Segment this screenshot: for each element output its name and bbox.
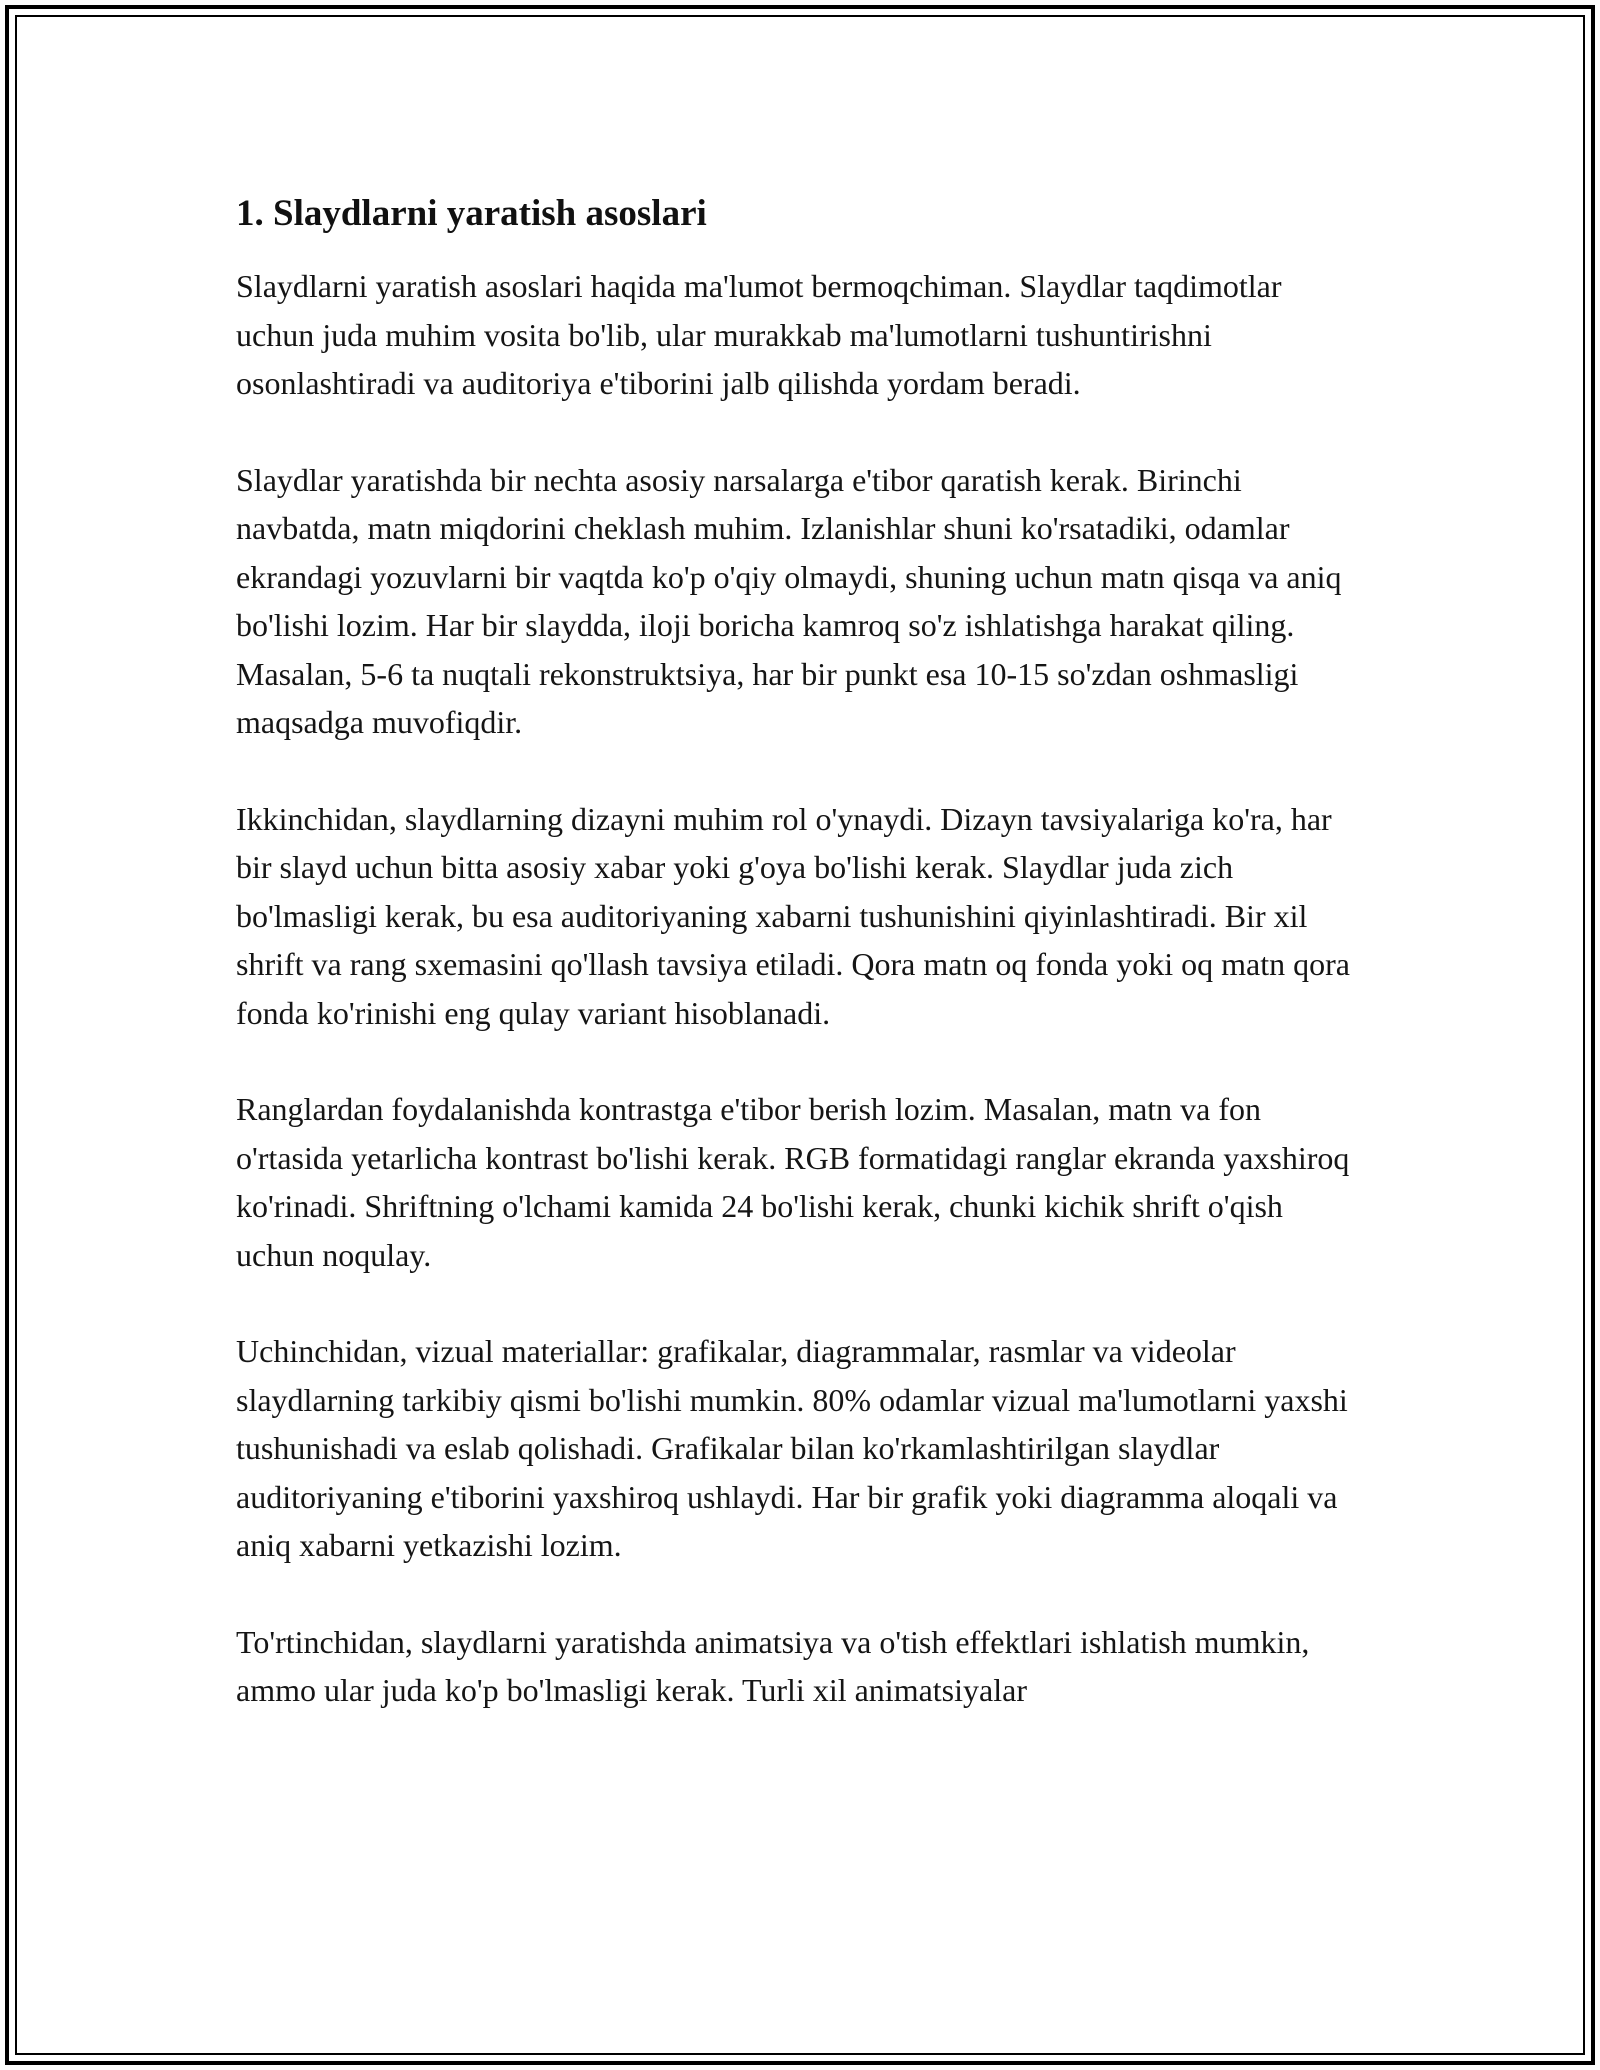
document-body <box>236 186 1366 1763</box>
paragraph-4: Ranglardan foydalanishda kontrastga e'tibor berish lozim. Masalan, matn va fon o'rtasida yetarlicha kontrast bo'lishi kerak. RGB formatidagi ranglar ekranda yaxshiroq ko'rinadi. Shriftning o'lchami kamida 24 bo'lishi kerak, chunki kichik shrift o'qish uchun noqulay. <box>236 1091 1350 1273</box>
paragraph-3: Ikkinchidan, slaydlarning dizayni muhim rol o'ynaydi. Dizayn tavsiyalariga ko'ra, har bir slayd uchun bitta asosiy xabar yoki g'oya bo'lishi kerak. Slaydlar juda zich bo'lmasligi kerak, bu esa auditoriyaning xabarni tushunishini qiyinlashtiradi. Bir xil shrift va rang sxemasini qo'llash tavsiya etiladi. Qora matn oq fonda yoki oq matn qora fonda ko'rinishi eng qulay variant hisoblanadi. <box>236 800 1350 1031</box>
section-heading: 1. Slaydlarni yaratish asoslari <box>236 193 707 234</box>
paragraph-2: Slaydlar yaratishda bir nechta asosiy narsalarga e'tibor qaratish kerak. Birinchi navbatda, matn miqdorini cheklash muhim. Izlanishlar shuni ko'rsatadiki, odamlar ekrandagi yozuvlarni bir vaqtda ko'p o'qiy olmaydi, shuning uchun matn qisqa va aniq bo'lishi lozim. Har bir slaydda, iloji boricha kamroq so'z ishlatishga harakat qiling. Masalan, 5-6 ta nuqtali rekonstruktsiya, har bir punkt esa 10-15 so'zdan oshmasligi maqsadga muvofiqdir. <box>236 461 1342 740</box>
paragraph-5: Uchinchidan, vizual materiallar: grafikalar, diagrammalar, rasmlar va videolar slaydlarning tarkibiy qismi bo'lishi mumkin. 80% odamlar vizual ma'lumotlarni yaxshi tushunishadi va eslab qolishadi. Grafikalar bilan ko'rkamlashtirilgan slaydlar auditoriyaning e'tiborini yaxshiroq ushlaydi. Har bir grafik yoki diagramma aloqali va aniq xabarni yetkazishi lozim. <box>236 1333 1348 1563</box>
paragraph-6: To'rtinchidan, slaydlarni yaratishda animatsiya va o'tish effektlari ishlatish mumkin, ammo ular juda ko'p bo'lmasligi kerak. Turli xil animatsiyalar <box>236 1623 1310 1708</box>
paragraph-1: Slaydlarni yaratish asoslari haqida ma'lumot bermoqchiman. Slaydlar taqdimotlar uchun juda muhim vosita bo'lib, ular murakkab ma'lumotlarni tushuntirishni osonlashtiradi va auditoriya e'tiborini jalb qilishda yordam beradi. <box>236 268 1282 401</box>
